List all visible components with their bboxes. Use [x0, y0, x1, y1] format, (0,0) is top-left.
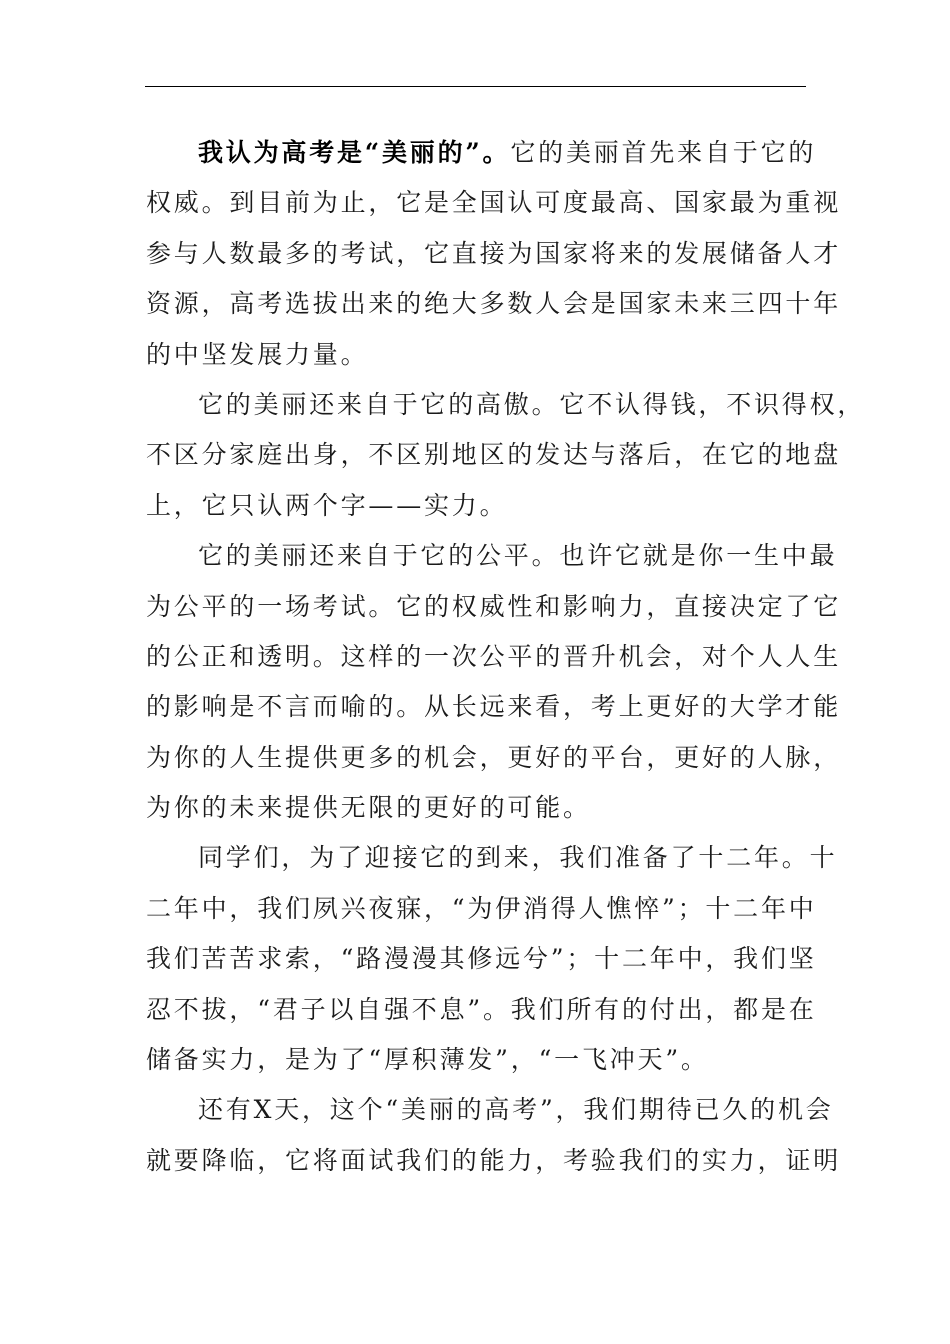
- paragraph-3-line-3: 的公正和透明。这样的一次公平的晋升机会，对个人人生: [146, 641, 842, 671]
- paragraph-4-line-5: 储备实力，是为了“厚积薄发”，“一飞冲天”。: [146, 1045, 709, 1075]
- paragraph-1-line-1: [146, 128, 817, 178]
- line-text: 它的美丽首先来自于它的: [510, 138, 817, 167]
- paragraph-2-line-2: 不区分家庭出身，不区别地区的发达与落后，在它的地盘: [146, 440, 842, 470]
- paragraph-1-line-5: 的中坚发展力量。: [146, 339, 369, 369]
- paragraph-3-line-2: 为公平的一场考试。它的权威性和影响力，直接决定了它: [146, 591, 842, 621]
- document-body: [146, 128, 866, 1186]
- paragraph-3-line-5: 为你的人生提供更多的机会，更好的平台，更好的人脉，: [146, 742, 842, 772]
- paragraph-3-line-1: 它的美丽还来自于它的公平。也许它就是你一生中最: [198, 541, 838, 571]
- paragraph-2-line-1: 它的美丽还来自于它的高傲。它不认得钱，不识得权，: [198, 389, 866, 419]
- paragraph-1-line-2: 权威。到目前为止，它是全国认可度最高、国家最为重视: [146, 188, 842, 218]
- paragraph-4-line-1: 同学们，为了迎接它的到来，我们准备了十二年。十: [198, 843, 838, 873]
- paragraph-3-line-6: 为你的未来提供无限的更好的可能。: [146, 793, 591, 823]
- paragraph-3-line-4: 的影响是不言而喻的。从长远来看，考上更好的大学才能: [146, 692, 842, 722]
- bold-thesis: 我认为高考是“美丽的”。: [198, 138, 511, 167]
- paragraph-1-line-3: 参与人数最多的考试，它直接为国家将来的发展储备人才: [146, 238, 842, 268]
- paragraph-2-line-3: 上，它只认两个字——实力。: [146, 490, 508, 520]
- paragraph-4-line-2: 二年中，我们夙兴夜寐，“为伊消得人憔悴”；十二年中: [146, 893, 817, 923]
- paragraph-4-line-3: 我们苦苦求索，“路漫漫其修远兮”；十二年中，我们坚: [146, 944, 817, 974]
- paragraph-5-line-2: 就要降临，它将面试我们的能力，考验我们的实力，证明: [146, 1145, 842, 1175]
- paragraph-4-line-4: 忍不拔，“君子以自强不息”。我们所有的付出，都是在: [146, 994, 817, 1024]
- header-rule: [145, 86, 806, 87]
- paragraph-5-line-1: 还有X天，这个“美丽的高考”，我们期待已久的机会: [198, 1095, 834, 1125]
- paragraph-1-line-4: 资源，高考选拔出来的绝大多数人会是国家未来三四十年: [146, 289, 842, 319]
